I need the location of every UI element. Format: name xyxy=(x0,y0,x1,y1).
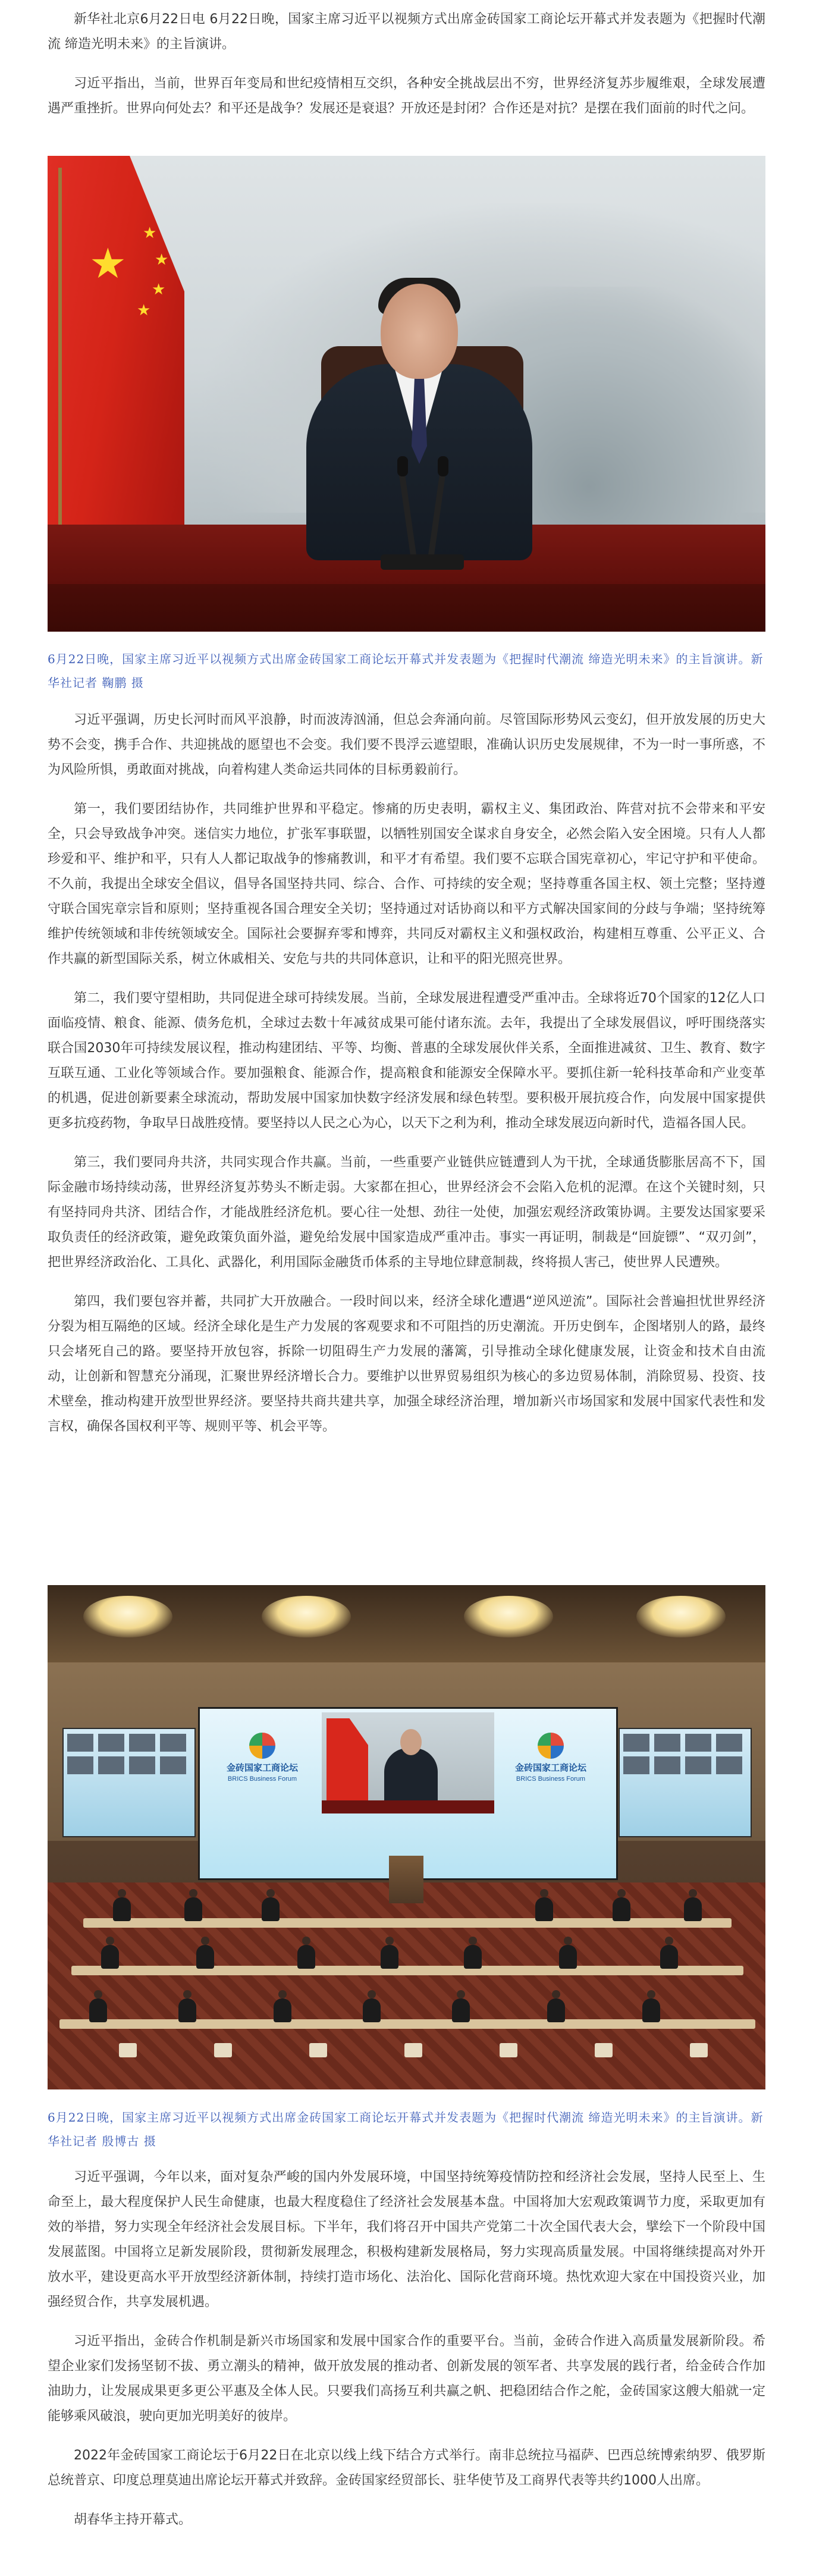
logo-title: 金砖国家工商论坛 xyxy=(514,1763,586,1773)
paragraph: 2022年金砖国家工商论坛于6月22日在北京以线上线下结合方式举行。南非总统拉马福萨、巴西总统博索纳罗、俄罗斯总统普京、印度总理莫迪出席论坛开幕式并致辞。金砖国家经贸部长、驻华使节及工商界代表等共约1000人出席。 xyxy=(48,2448,765,2488)
brics-forum-logo xyxy=(224,1733,301,1784)
intro-paragraphs xyxy=(48,7,765,121)
paragraph: 第二，我们要守望相助，共同促进全球可持续发展。当前，全球发展进程遭受严重冲击。全球将近70个国家的12亿人口面临疫情、粮食、能源、债务危机，全球过去数十年减贫成果可能付诸东流。去年，我提出了全球发展倡议，呼吁围绕落实联合国2030年可持续发展议程，推动构建团结、平等、均衡、普惠的全球发展伙伴关系，全面推进减贫、卫生、教育、数字互联互通、工业化等领域合作。要加强粮食、能源合作，提高粮食和能源安全保障水平。要抓住新一轮科技革命和产业变革的机遇，促进创新要素全球流动，帮助发展中国家加快数字经济发展和绿色转型。要积极开展抗疫合作，向发展中国家提供更多抗疫药物，争取早日战胜疫情。要坚持以人民之心为心，以天下之利为利，推动全球发展迈向新时代，造福各国人民。 xyxy=(48,991,765,1131)
video-wall-right xyxy=(619,1728,752,1837)
five-pointed-star-icon: ★ xyxy=(155,251,169,269)
logo-subtitle: BRICS Business Forum xyxy=(227,1775,297,1783)
photo-forum-venue xyxy=(48,1585,765,2089)
five-pointed-star-icon: ★ xyxy=(143,224,157,242)
five-pointed-star-icon: ★ xyxy=(137,302,151,319)
photo-caption: 6月22日晚，国家主席习近平以视频方式出席金砖国家工商论坛开幕式并发表题为《把握时代潮流 缔造光明未来》的主旨演讲。新华社记者 鞠鹏 摄 xyxy=(48,652,764,690)
paragraph: 第四，我们要包容并蓄，共同扩大开放融合。一段时间以来，经济全球化遭遇“逆风逆流”。国际社会普遍担忧世界经济分裂为相互隔绝的区域。经济全球化是生产力发展的客观要求和不可阻挡的历史潮流。开历史倒车，企图堵别人的路，最终只会堵死自己的路。要坚持开放包容，拆除一切阻碍生产力发展的藩篱，引导推动全球化健康发展，让资金和技术自由流动，让创新和智慧充分涌现，汇聚世界经济增长合力。要维护以世界贸易组织为核心的多边贸易体制，消除贸易、投资、技术壁垒，推动构建开放型世界经济。要坚持共商共建共享，加强全球经济治理，增加新兴市场国家和发展中国家代表性和发言权，确保各国权利平等、规则平等、机会平等。 xyxy=(48,1294,765,1434)
closing-paragraphs xyxy=(48,2165,765,2533)
brics-forum-logo xyxy=(512,1733,589,1784)
paragraph: 习近平强调，今年以来，面对复杂严峻的国内外发展环境，中国坚持统筹疫情防控和经济社会发展，坚持人民至上、生命至上，最大程度保护人民生命健康，也最大程度稳住了经济社会发展基本盘。中国将加大宏观政策调节力度，采取更加有效的举措，努力实现全年经济社会发展目标。下半年，我们将召开中国共产党第二十次全国代表大会，擘绘下一个阶段中国发展蓝图。中国将立足新发展阶段，贯彻新发展理念，积极构建新发展格局，努力实现高质量发展。中国将继续提高对外开放水平，建设更高水平开放型经济新体制，持续打造市场化、法治化、国际化营商环境。热忱欢迎大家在中国投资兴业，加强经贸合作，共享发展机遇。 xyxy=(48,2170,765,2310)
microphone-icon xyxy=(438,456,448,476)
photo-xi-jinping-speech xyxy=(48,156,765,632)
logo-subtitle: BRICS Business Forum xyxy=(516,1775,586,1783)
paragraph: 习近平指出，金砖合作机制是新兴市场国家和发展中国家合作的重要平台。当前，金砖合作进入高质量发展新阶段。希望企业家们发扬坚韧不拔、勇立潮头的精神，做开放发展的推动者、创新发展的领军者、共享发展的践行者，给金砖合作加油助力，让发展成果更多更公平惠及全体人民。只要我们高扬互利共赢之帆、把稳团结合作之舵，金砖国家这艘大船就一定能够乘风破浪，驶向更加光明美好的彼岸。 xyxy=(48,2334,765,2424)
podium xyxy=(389,1856,423,1903)
paragraph: 习近平强调，历史长河时而风平浪静，时而波涛汹涌，但总会奔涌向前。尽管国际形势风云变幻，但开放发展的历史大势不会变，携手合作、共迎挑战的愿望也不会变。我们要不畏浮云遮望眼，准确认识历史发展规律，不为一时一事所惑，不为风险所惧，勇敢面对挑战，向着构建人类命运共同体的目标勇毅前行。 xyxy=(48,713,765,777)
five-pointed-star-icon: ★ xyxy=(89,239,127,288)
five-pointed-star-icon: ★ xyxy=(152,281,166,299)
paragraph: 第三，我们要同舟共济，共同实现合作共赢。当前，一些重要产业链供应链遭到人为干扰，全球通货膨胀居高不下，国际金融市场持续动荡，世界经济复苏势头不断走弱。大家都在担心，世界经济会不会陷入危机的泥潭。在这个关键时刻，只有坚持同舟共济、团结合作，才能战胜经济危机。要心往一处想、劲往一处使，加强宏观经济政策协调。主要发达国家要采取负责任的经济政策，避免政策负面外溢，避免给发展中国家造成严重冲击。事实一再证明，制裁是“回旋镖”、“双刃剑”，把世界经济政治化、工具化、武器化，利用国际金融货币体系的主导地位肆意制裁，终将损人害己，使世界人民遭殃。 xyxy=(48,1155,765,1270)
chandelier-icon xyxy=(636,1596,726,1637)
body-paragraphs xyxy=(48,708,765,1439)
china-flag-icon xyxy=(327,1718,368,1808)
paragraph: 第一，我们要团结协作，共同维护世界和平稳定。惨痛的历史表明，霸权主义、集团政治、阵营对抗不会带来和平安全，只会导致战争冲突。迷信实力地位，扩张军事联盟，以牺牲别国安全谋求自身安全，必然会陷入安全困境。只有人人都珍爱和平、维护和平，只有人人都记取战争的惨痛教训，和平才有希望。我们要不忘联合国宪章初心，牢记守护和平使命。不久前，我提出全球安全倡议，倡导各国坚持共同、综合、合作、可持续的安全观；坚持尊重各国主权、领土完整；坚持遵守联合国宪章宗旨和原则；坚持重视各国合理安全关切；坚持通过对话协商以和平方式解决国家间的分歧与争端；坚持统筹维护传统领域和非传统领域安全。国际社会要摒弃零和博弈，共同反对霸权主义和强权政治，构建相互尊重、公平正义、合作共赢的新型国际关系，树立休戚相关、安危与共的共同体意识，让和平的阳光照亮世界。 xyxy=(48,802,765,967)
brics-logo-icon xyxy=(538,1733,564,1759)
chandelier-icon xyxy=(464,1596,553,1637)
photo-caption: 6月22日晚，国家主席习近平以视频方式出席金砖国家工商论坛开幕式并发表题为《把握时代潮流 缔造光明未来》的主旨演讲。新华社记者 殷博古 摄 xyxy=(48,2110,764,2148)
logo-title: 金砖国家工商论坛 xyxy=(226,1763,298,1773)
brics-logo-icon xyxy=(249,1733,275,1759)
chandelier-icon xyxy=(83,1596,172,1637)
video-feed xyxy=(322,1712,494,1813)
video-wall-left xyxy=(62,1728,196,1837)
microphone-icon xyxy=(397,456,408,476)
paragraph-host: 胡春华主持开幕式。 xyxy=(74,2512,192,2527)
paragraph: 习近平指出，当前，世界百年变局和世纪疫情相互交织，各种安全挑战层出不穷，世界经济复苏步履维艰，全球发展遭遇严重挫折。世界向何处去？和平还是战争？发展还是衰退？开放还是封闭？合作还是对抗？是摆在我们面前的时代之问。 xyxy=(48,76,765,116)
paragraph-lead: 新华社北京6月22日电 6月22日晚，国家主席习近平以视频方式出席金砖国家工商论坛开幕式并发表题为《把握时代潮流 缔造光明未来》的主旨演讲。 xyxy=(48,12,765,52)
main-stage-screen xyxy=(198,1707,618,1880)
chandelier-icon xyxy=(262,1596,351,1637)
